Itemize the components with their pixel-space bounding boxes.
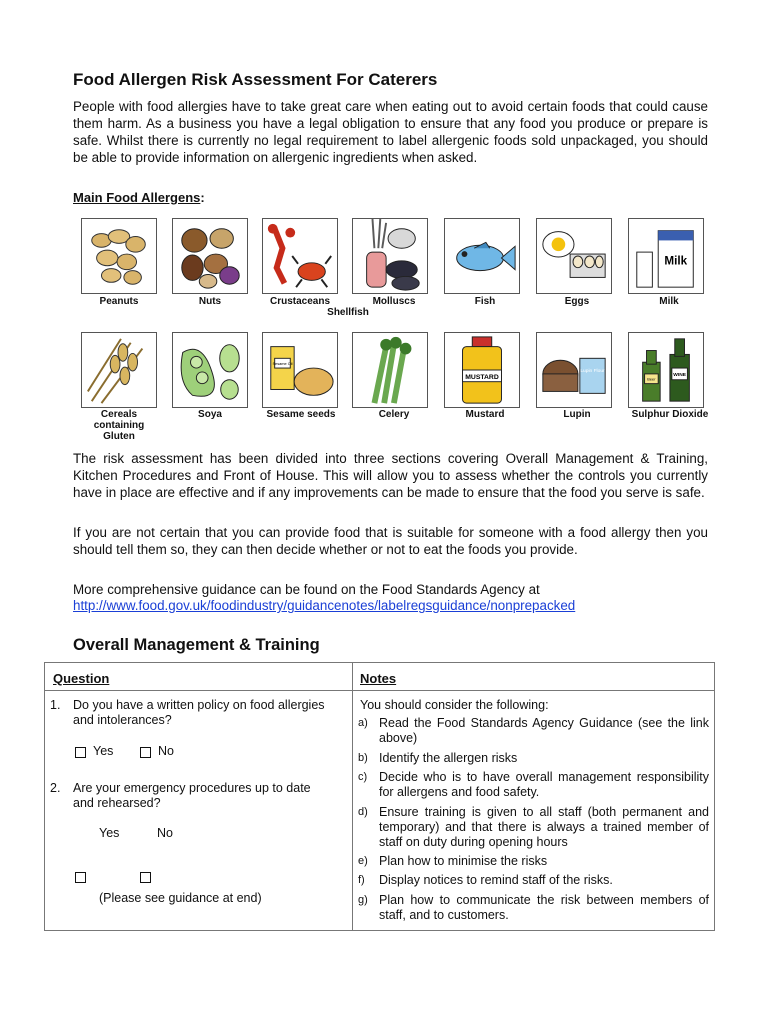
note-e-text: Plan how to minimise the risks bbox=[379, 854, 548, 868]
section-title: Overall Management & Training bbox=[73, 636, 320, 654]
eggs-image bbox=[536, 218, 612, 294]
fsa-guidance-link[interactable]: http://www.food.gov.uk/foodindustry/guidancenotes/labelregsguidance/nonprepacked bbox=[73, 598, 576, 613]
crustaceans-image bbox=[262, 218, 338, 294]
allergen-label-shellfish: Shellfish bbox=[327, 307, 369, 318]
peanuts-image bbox=[81, 218, 157, 294]
guidance-paragraph: More comprehensive guidance can be found on the Food Standards Agency at bbox=[73, 582, 540, 597]
allergen-label-crustaceans: Crustaceans bbox=[269, 296, 331, 307]
question-1-yes-checkbox[interactable] bbox=[75, 747, 86, 758]
document-title: Food Allergen Risk Assessment For Caterers bbox=[73, 70, 438, 89]
allergen-label-cereals: Cereals containing Gluten bbox=[93, 409, 145, 442]
allergens-heading-colon: : bbox=[200, 190, 205, 205]
note-a-letter: a) bbox=[358, 717, 368, 729]
note-b-text: Identify the allergen risks bbox=[379, 751, 518, 765]
sesame-bottle-label: Sesame Oil bbox=[272, 361, 293, 367]
question-1-no-label: No bbox=[158, 744, 174, 758]
note-b-letter: b) bbox=[358, 752, 368, 764]
note-e-letter: e) bbox=[358, 855, 368, 867]
sulphur-dioxide-image bbox=[628, 332, 704, 408]
assessment-table bbox=[44, 662, 715, 931]
allergen-label-celery: Celery bbox=[378, 409, 410, 420]
question-2-no-checkbox[interactable] bbox=[140, 872, 151, 883]
sesame-image bbox=[262, 332, 338, 408]
milk-image bbox=[628, 218, 704, 294]
note-f-letter: f) bbox=[358, 874, 365, 886]
see-guidance-note: (Please see guidance at end) bbox=[99, 891, 262, 905]
table-header-divider bbox=[45, 690, 714, 691]
allergen-label-peanuts: Peanuts bbox=[99, 296, 139, 307]
note-c-letter: c) bbox=[358, 771, 368, 783]
note-d-text: Ensure training is given to all staff (both permanent and temporary) and that there is always a trained member of staff on duty during opening hours bbox=[379, 805, 709, 849]
allergen-label-sulphur-dioxide: Sulphur Dioxide bbox=[631, 409, 709, 420]
intro-paragraph: People with food allergies have to take great care when eating out to avoid certain foods that could cause them harm. As a business you have a legal obligation to ensure that any food you produce or prepare is safe. Whilst there is currently no legal requirement to label allergenic foods sold unpackaged, you should be able to provide information on allergenic ingredients when asked. bbox=[73, 99, 708, 165]
question-1-text: Do you have a written policy on food allergies and intolerances? bbox=[73, 698, 325, 727]
sections-paragraph: The risk assessment has been divided into three sections covering Overall Management & Training, Kitchen Procedures and Front of House. This will allow you to assess whether the controls you currently have in place are effective and if any improvements can be made to ensure that the food you serve is safe. bbox=[73, 451, 708, 500]
mustard-image bbox=[444, 332, 520, 408]
allergen-label-mustard: Mustard bbox=[465, 409, 505, 420]
allergen-label-nuts: Nuts bbox=[198, 296, 222, 307]
question-1-no-checkbox[interactable] bbox=[140, 747, 151, 758]
allergen-label-milk: Milk bbox=[659, 296, 679, 307]
question-2-number: 2. bbox=[50, 781, 61, 795]
question-1-number: 1. bbox=[50, 698, 61, 712]
not-certain-paragraph: If you are not certain that you can provide food that is suitable for someone with a food allergy then you should tell them so, they can then decide whether or not to eat the foods you provide. bbox=[73, 525, 708, 557]
celery-image bbox=[352, 332, 428, 408]
question-2-no-label: No bbox=[157, 826, 173, 840]
cereals-image bbox=[81, 332, 157, 408]
soya-image bbox=[172, 332, 248, 408]
notes-intro: You should consider the following: bbox=[360, 698, 549, 712]
allergen-label-molluscs: Molluscs bbox=[372, 296, 416, 307]
column-header-question: Question bbox=[53, 671, 110, 686]
note-d-letter: d) bbox=[358, 806, 368, 818]
note-c-text: Decide who is to have overall management responsibility for allergens and food safety. bbox=[379, 770, 709, 799]
note-g-letter: g) bbox=[358, 894, 368, 906]
milk-carton-label: Milk bbox=[664, 254, 688, 268]
column-header-notes: Notes bbox=[360, 671, 397, 686]
molluscs-image bbox=[352, 218, 428, 294]
allergen-label-lupin: Lupin bbox=[563, 409, 591, 420]
lupin-flour-label: Lupin Flour bbox=[580, 368, 605, 374]
question-1-yes-label: Yes bbox=[93, 744, 114, 758]
fish-image bbox=[444, 218, 520, 294]
question-2-text: Are your emergency procedures up to date and rehearsed? bbox=[73, 781, 311, 810]
beer-bottle-label: Beer bbox=[647, 376, 656, 382]
note-a-text: Read the Food Standards Agency Guidance (see the link above) bbox=[379, 716, 709, 745]
allergen-label-fish: Fish bbox=[474, 296, 496, 307]
lupin-image bbox=[536, 332, 612, 408]
table-column-divider bbox=[352, 663, 353, 930]
allergens-heading-text: Main Food Allergens bbox=[73, 190, 201, 205]
allergen-label-eggs: Eggs bbox=[564, 296, 590, 307]
allergen-label-sesame: Sesame seeds bbox=[266, 409, 336, 420]
allergen-label-soya: Soya bbox=[198, 409, 222, 420]
nuts-image bbox=[172, 218, 248, 294]
allergens-heading bbox=[73, 190, 205, 205]
question-2-yes-checkbox[interactable] bbox=[75, 872, 86, 883]
note-f-text: Display notices to remind staff of the risks. bbox=[379, 873, 613, 887]
mustard-jar-label: MUSTARD bbox=[465, 373, 499, 381]
wine-bottle-label: WINE bbox=[673, 372, 686, 378]
note-g-text: Plan how to communicate the risk between members of staff, and to customers. bbox=[379, 893, 709, 922]
question-2-yes-label: Yes bbox=[99, 826, 120, 840]
